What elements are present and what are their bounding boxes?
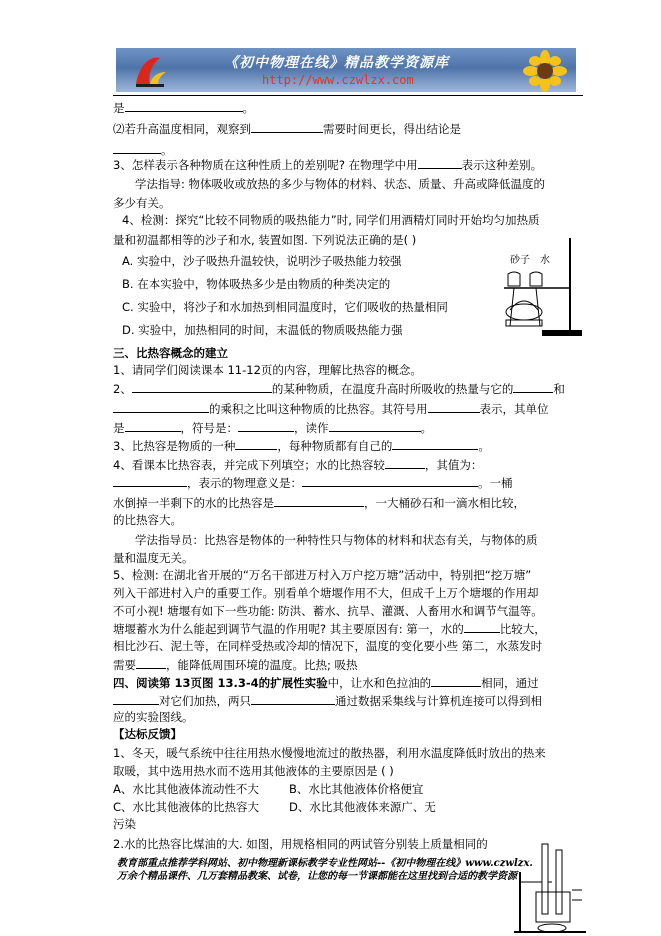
text-line: 对它们加热，两只 通过数据采集线与计算机连接可以得到相 xyxy=(113,692,542,709)
option-d[interactable]: D、水比其他液体来源广、无 xyxy=(289,800,436,814)
method-guide: 学法指导员：比热容是物体的一种特性只与物体的材料和状态有关，与物体的质 xyxy=(135,533,538,547)
banner-url[interactable]: http://www.czwlzx.com xyxy=(262,73,414,87)
answer-blank[interactable] xyxy=(113,400,209,413)
section-heading-feedback: 【达标反馈】 xyxy=(113,727,182,741)
water-label: 水 xyxy=(540,255,550,266)
text-line: 4、看课本比热容表，并完成下列填空；水的比热容较 ，其值为： xyxy=(113,458,483,472)
option-row xyxy=(113,781,423,797)
answer-blank[interactable] xyxy=(428,400,480,413)
answer-blank[interactable] xyxy=(235,437,277,450)
answer-blank[interactable] xyxy=(418,156,462,169)
answer-blank[interactable] xyxy=(125,99,243,112)
feedback-question-2: 2.水的比热容比煤油的大. 如图，用规格相同的两试管分别装上质量相同的 xyxy=(113,837,488,851)
option-row xyxy=(113,799,436,815)
text-line: 。 xyxy=(113,141,173,158)
text-line: 量和初温都相等的沙子和水, 装置如图. 下列说法正确的是( ) xyxy=(113,233,417,247)
answer-blank[interactable] xyxy=(238,419,294,432)
header-banner xyxy=(116,48,576,92)
text-line: 3、比热容是物质的一种 ，每种物质都有自己的 。 xyxy=(113,439,490,453)
answer-blank[interactable] xyxy=(136,656,166,669)
question-4: 4、检测：探究“比较不同物质的吸热能力”时, 同学们用酒精灯同时开始均匀加热质 xyxy=(122,213,540,227)
answer-blank[interactable] xyxy=(392,437,478,450)
text-line: 水倒掉一半剩下的水的比热容是 ，一大桶砂石和一滴水相比较， xyxy=(113,496,525,510)
answer-blank[interactable] xyxy=(113,141,161,154)
text-line: 塘堰蓄水为什么能起到调节气温的作用呢? 其主要原因有: 第一，水的 比较大， xyxy=(113,622,546,636)
answer-blank[interactable] xyxy=(302,474,478,487)
sand-label: 砂子 xyxy=(510,255,530,266)
text-line: 需要 ，能降低周围环境的温度。比热; 吸热 xyxy=(113,658,358,672)
option-a[interactable]: A. 实验中，沙子吸热升温较快，说明沙子吸热能力较强 xyxy=(122,254,402,268)
answer-blank[interactable] xyxy=(251,120,323,133)
section-heading-3: 三、比热容概念的建立 xyxy=(113,346,228,360)
text-line: ，表示的物理意义是： 。一桶 xyxy=(113,474,513,491)
text-line: 多少有关。 xyxy=(113,196,171,210)
text-line: 是 。 xyxy=(113,101,254,115)
method-guide: 学法指导: 物体吸收或放热的多少与物体的材料、状态、质量、升高或降低温度的 xyxy=(135,177,546,191)
text-line: 的乘积之比叫这种物质的比热容。其符号用 表示，其单位 xyxy=(113,400,549,417)
text-line: 量和温度无关。 xyxy=(113,551,194,565)
answer-blank[interactable] xyxy=(274,494,364,507)
header-rule xyxy=(113,95,583,96)
test-tube-apparatus-figure xyxy=(512,842,588,934)
text-line: 相比沙石、泥土等，在同样受热或冷却的情况下，温度的变化要小些 第二，水蒸发时 xyxy=(113,639,543,653)
text-line: 应的实验图线。 xyxy=(113,710,194,724)
sunflower-icon xyxy=(520,50,570,92)
option-b[interactable]: B. 在本实验中，物体吸热多少是由物质的种类决定的 xyxy=(122,277,391,291)
answer-blank[interactable] xyxy=(113,474,187,487)
answer-blank[interactable] xyxy=(125,419,181,432)
question-3: 3、怎样表示各种物质在这种性质上的差别呢? 在物理学中用 表示这种差别。 xyxy=(113,158,543,172)
text-line: 2、 的某种物质，在温度升高时所吸收的热量与它的 和 xyxy=(113,382,565,396)
text-line: 1、请同学们阅读课本 11-12页的内容，理解比热容的概念。 xyxy=(113,363,422,377)
footer-line-1: 教育部重点推荐学科网站、初中物理新课标教学专业性网站--《初中物理在线》www.czwlzx. xyxy=(117,858,533,869)
text-line: 取暖，其中选用热水而不选用其他液体的主要原因是 ( ) xyxy=(113,764,394,778)
text-line: 不可小视! 塘堰有如下一些功能: 防洪、蓄水、抗旱、灌溉、人畜用水和调节气温等。 xyxy=(113,604,543,618)
answer-blank[interactable] xyxy=(329,419,421,432)
site-logo-icon xyxy=(130,54,170,88)
text-line: ⑵若升高温度相同，观察到 需要时间更长，得出结论是 xyxy=(113,122,461,136)
footer-line-2: 万余个精品课件、几万套精品教案、试卷，让您的每一节课都能在这里找到合适的教学资源 xyxy=(117,871,517,882)
option-c[interactable]: C. 实验中，将沙子和水加热到相同温度时，它们吸收的热量相同 xyxy=(122,300,448,314)
answer-blank[interactable] xyxy=(113,692,159,705)
text-line: 的比热容大。 xyxy=(113,513,182,527)
text-line: 列入干部进村入户的重要工作。别看单个塘堰作用不大，但成千上万个塘堰的作用却 xyxy=(113,586,539,600)
answer-blank[interactable] xyxy=(464,620,500,633)
feedback-question-1: 1、冬天，暖气系统中往往用热水慢慢地流过的散热器，利用水温度降低时放出的热来 xyxy=(113,746,546,760)
option-c[interactable]: C、水比其他液体的比热容大 xyxy=(113,800,260,814)
banner-title: 《初中物理在线》精品教学资源库 xyxy=(224,55,449,71)
answer-blank[interactable] xyxy=(251,692,335,705)
text-line: 是 ，符号是： ，读作 。 xyxy=(113,421,432,435)
option-d[interactable]: D. 实验中，加热相同的时间，末温低的物质吸热能力强 xyxy=(122,323,403,337)
question-5: 5、检测: 在湖北省开展的“万名干部进万村入万户挖万塘”活动中，特别把“挖万塘” xyxy=(113,568,532,582)
answer-blank[interactable] xyxy=(385,456,425,469)
text-line: 污染 xyxy=(113,817,136,831)
answer-blank[interactable] xyxy=(431,674,481,687)
sand-water-apparatus-figure xyxy=(496,234,586,342)
option-a[interactable]: A、水比其他液体流动性不大 xyxy=(113,782,259,796)
option-b[interactable]: B、水比其他液体价格便宜 xyxy=(289,782,424,796)
section-heading-4: 四、阅读第 13页图 13.3-4的扩展性实验中，让水和色拉油的 相同，通过 xyxy=(113,676,539,690)
answer-blank[interactable] xyxy=(132,380,272,393)
answer-blank[interactable] xyxy=(513,380,553,393)
